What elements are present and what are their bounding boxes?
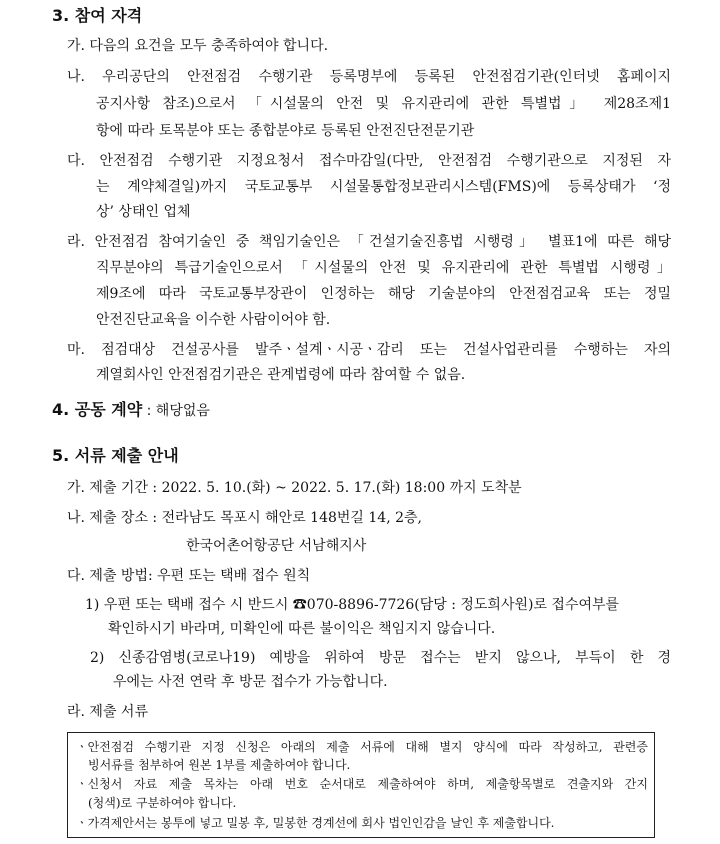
notice-line-2: 빙서류를 첨부하여 원본 1부를 제출하여야 합니다. [88, 758, 351, 772]
section-4-heading [52, 400, 210, 421]
section-5-item-da: 다. 제출 방법: 우편 또는 택배 접수 원칙 [67, 568, 311, 584]
notice-line-1: ㆍ안전점검 수행기관 지정 신청은 아래의 제출 서류에 대해 별지 양식에 따라 작성하고, 관련증 [76, 740, 648, 754]
section-5-item-na-line1: 나. 제출 장소 : 전라남도 목포시 해안로 148번길 14, 2층, [67, 510, 422, 526]
notice-line-5: ㆍ가격제안서는 봉투에 넣고 밀봉 후, 밀봉한 경계선에 회사 법인인감을 날인 후 제출합니다. [76, 816, 555, 830]
section-5-heading: 5. 서류 제출 안내 [52, 446, 179, 465]
section-3-item-na-line3: 항에 따라 토목분야 또는 종합분야로 등록된 안전진단전문기관 [96, 123, 475, 139]
section-4-title: 4. 공동 계약 [52, 400, 143, 419]
section-5-item-na-line2: 한국어촌어항공단 서남해지사 [186, 538, 367, 554]
section-3-item-na-line1: 나. 우리공단의 안전점검 수행기관 등록명부에 등록된 안전점검기관(인터넷 홈페이지 [67, 69, 671, 85]
notice-box [67, 732, 655, 838]
section-5-sub1-line1: 1) 우편 또는 택배 접수 시 반드시 ☎070-8896-7726(담당 : 정도희사원)로 접수여부를 [85, 597, 620, 613]
section-5-sub2-line2: 우에는 사전 연락 후 방문 접수가 가능합니다. [113, 674, 388, 690]
section-5-sub1-line2: 확인하시기 바라며, 미확인에 따른 불이익은 책임지지 않습니다. [108, 621, 496, 637]
section-3-item-ga: 가. 다음의 요건을 모두 충족하여야 합니다. [67, 38, 329, 54]
section-3-item-da-line3: 상’ 상태인 업체 [96, 204, 191, 220]
section-3-item-ra-line2: 직무분야의 특급기술인으로서 「시설물의 안전 및 유지관리에 관한 특별법 시행령」 [96, 260, 671, 276]
notice-line-3: ㆍ신청서 자료 제출 목차는 아래 번호 순서대로 제출하여야 하며, 제출항목별로 견출지와 간지 [76, 777, 648, 791]
section-3-item-ma-line1: 마. 점검대상 건설공사를 발주ㆍ설계ㆍ시공ㆍ감리 또는 건설사업관리를 수행하는 자의 [67, 342, 671, 358]
section-5-item-ga: 가. 제출 기간 : 2022. 5. 10.(화) ~ 2022. 5. 17.(화) 18:00 까지 도착분 [67, 480, 522, 496]
section-3-item-da-line1: 다. 안전점검 수행기관 지정요청서 접수마감일(다만, 안전점검 수행기관으로 지정된 자 [67, 153, 671, 169]
notice-line-4: (청색)로 구분하여야 합니다. [88, 796, 237, 810]
section-3-item-na-line2: 공지사항 참조)으로서 「시설물의 안전 및 유지관리에 관한 특별법」 제28조제1 [96, 96, 671, 112]
section-3-item-ra-line4: 안전진단교육을 이수한 사람이어야 함. [96, 312, 331, 328]
section-3-item-da-line2: 는 계약체결일)까지 국토교통부 시설물통합정보관리시스템(FMS)에 등록상태가 ‘정 [96, 179, 671, 195]
section-5-item-ra: 라. 제출 서류 [67, 704, 148, 720]
section-3-item-ma-line2: 계열회사인 안전점검기관은 관계법령에 따라 참여할 수 없음. [96, 367, 466, 383]
section-3-item-ra-line1: 라. 안전점검 참여기술인 중 책임기술인은 「건설기술진흥법 시행령」 별표1에 따른 해당 [67, 234, 671, 250]
section-4-note: : 해당없음 [142, 403, 210, 419]
section-3-item-ra-line3: 제9조에 따라 국토교통부장관이 인정하는 해당 기술분야의 안전점검교육 또는 정밀 [96, 286, 671, 302]
section-5-sub2-line1: 2) 신종감염병(코로나19) 예방을 위하여 방문 접수는 받지 않으나, 부득이 한 경 [90, 650, 671, 666]
section-3-heading: 3. 참여 자격 [52, 6, 143, 25]
